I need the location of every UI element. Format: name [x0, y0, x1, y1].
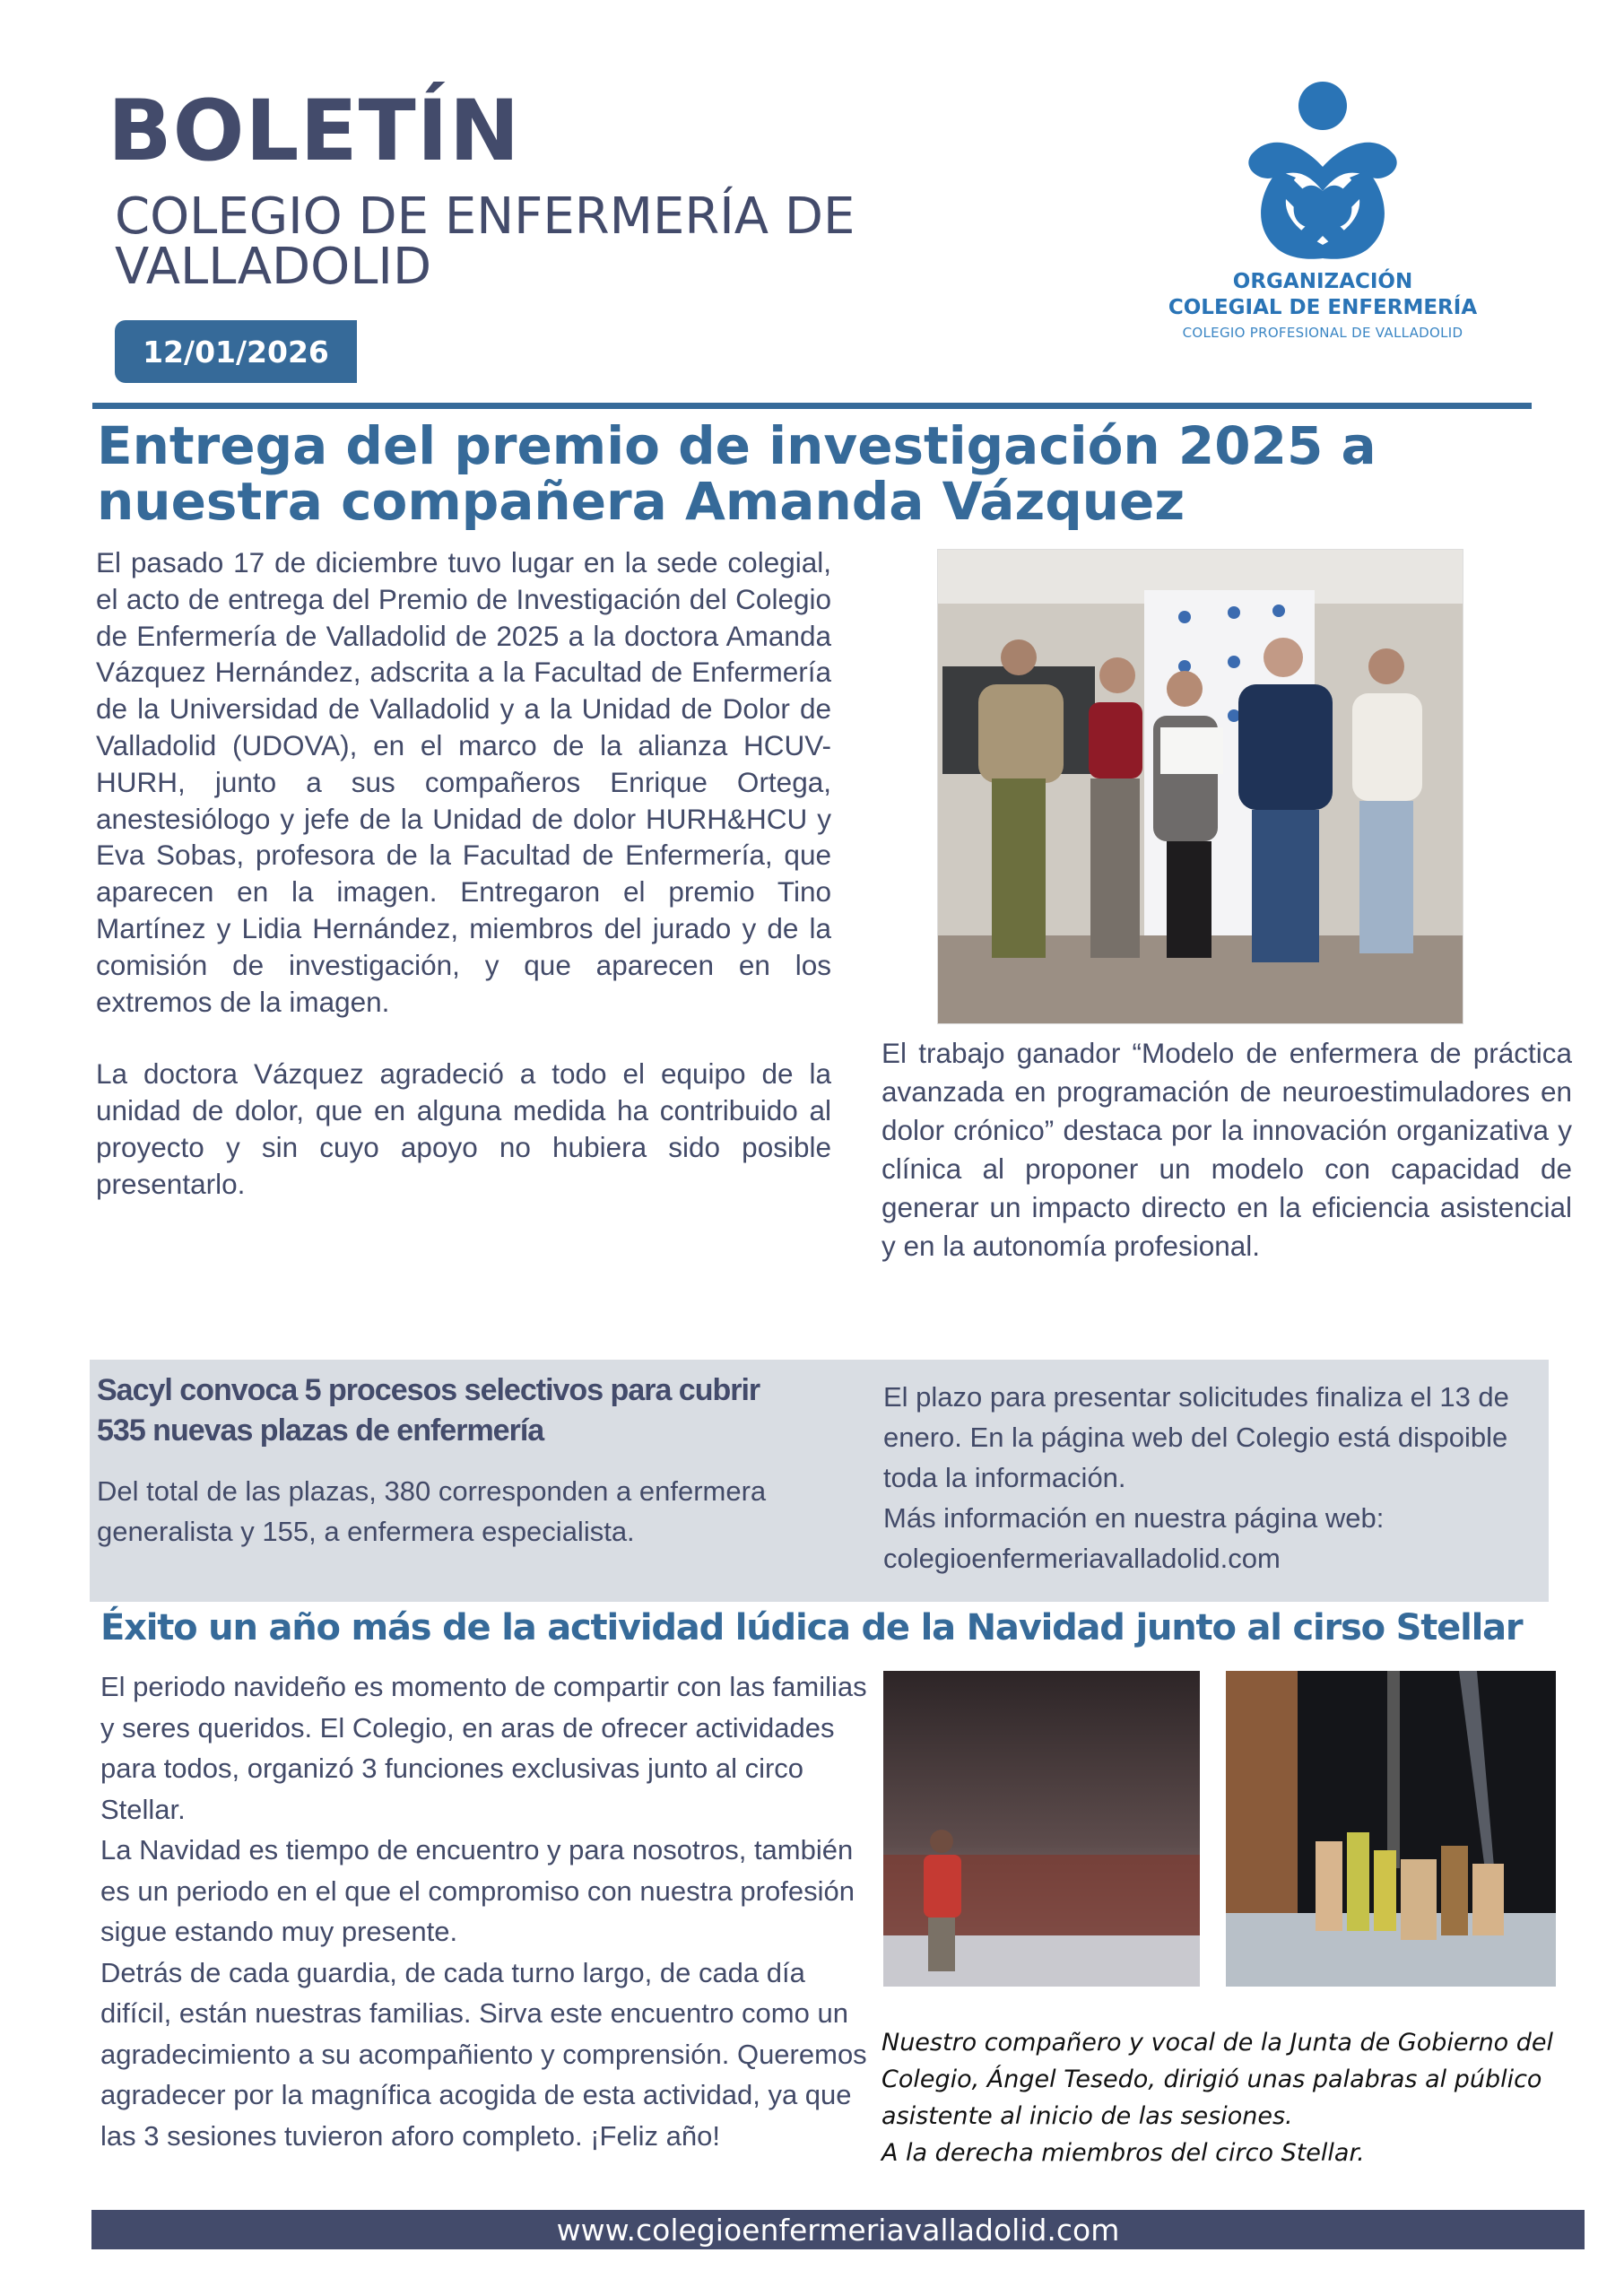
footer-website-link[interactable]: www.colegioenfermeriavalladolid.com: [556, 2212, 1120, 2248]
application-deadline-text: El plazo para presentar solicitudes finaliza el 13 de enero. En la página web del Colegio está dispoible toda la información.: [883, 1381, 1509, 1493]
logo-line-1: ORGANIZACIÓN: [1232, 270, 1413, 293]
article1-title: Entrega del premio de investigación 2025 a nuestra compañera Amanda Vázquez: [97, 415, 1376, 532]
article3-paragraph: Detrás de cada guardia, de cada turno largo, de cada día difícil, están nuestras familias. Sirva este encuentro como un agradecimiento a su acompañiento y comprensión. Queremos agradecer por la magnífica acogida de esta actividad, ya que las 3 sesiones tuvieron aforo completo. ¡Feliz año!: [100, 1956, 867, 2152]
logo-text: [1139, 269, 1507, 321]
award-ceremony-image: [938, 550, 1463, 1023]
circus-performers-image: [1226, 1671, 1556, 1987]
newsletter-subtitle: COLEGIO DE ENFERMERÍA DE VALLADOLID: [115, 187, 855, 296]
logo-line-3: COLEGIO PROFESIONAL DE VALLADOLID: [1182, 325, 1463, 341]
date-badge: 12/01/2026: [115, 320, 357, 383]
winning-work-description: El trabajo ganador “Modelo de enfermera de práctica avanzada en programación de neuroestimuladores en dolor crónico” destaca por la innovación organizativa y clínica al proponer un modelo con capacidad de generar un impacto directo en la eficiencia asistencial y en la autonomía profesional.: [881, 1037, 1572, 1262]
footer-bar: [91, 2210, 1585, 2249]
caption-line: A la derecha miembros del circo Stellar.: [881, 2139, 1365, 2167]
nursing-organization-logo-icon: [1143, 70, 1502, 267]
article1-paragraph: El pasado 17 de diciembre tuvo lugar en la sede colegial, el acto de entrega del Premio de Investigación del Colegio de Enfermería de Valladolid de 2025 a la doctora Amanda Vázquez Hernández, adscrita a la Facultad de Enfermería de la Universidad de Valladolid y a la Unidad de Dolor de Valladolid (UDOVA), en el marco de la alianza HCUV-HURH, junto a sus compañeros Enrique Ortega, anestesiólogo y jefe de la Unidad de dolor HURH&HCU y Eva Sobas, profesora de la Facultad de Enfermería, que aparecen en la imagen. Entregaron el premio Tino Martínez y Lidia Hernández, miembros del jurado y de la comisión de investigación, y que aparecen en los extremos de la imagen.: [96, 546, 831, 1018]
article1-paragraph: La doctora Vázquez agradeció a todo el equipo de la unidad de dolor, que en alguna medida ha contribuido al proyecto y sin cuyo apoyo no hubiera sido posible presentarlo.: [96, 1057, 831, 1200]
circus-speaker-image: [883, 1671, 1200, 1987]
circus-performers-photo: [1226, 1671, 1556, 1987]
award-ceremony-photo: [937, 549, 1463, 1024]
circus-speaker-photo: [883, 1671, 1200, 1987]
article3-paragraph: El periodo navideño es momento de compartir con las familias y seres queridos. El Colegio, en aras de ofrecer actividades para todos, organizó 3 funciones exclusivas junto al circo Stellar.: [100, 1671, 867, 1825]
article2-title: Sacyl convoca 5 procesos selectivos para cubrir 535 nuevas plazas de enfermería: [97, 1373, 760, 1448]
caption-line: Nuestro compañero y vocal de la Junta de Gobierno del Colegio, Ángel Tesedo, dirigió unas palabras al público asistente al inicio de las sesiones.: [881, 2029, 1554, 2130]
newsletter-title: BOLETÍN: [108, 83, 521, 180]
article3-paragraph: La Navidad es tiempo de encuentro y para nosotros, también es un periodo en el que el compromiso con nuestra profesión sigue estando muy presente.: [100, 1834, 855, 1947]
article2-details: [883, 1377, 1547, 1578]
photo-caption: [881, 2024, 1581, 2171]
article3-body: [100, 1666, 872, 2156]
more-info-text: Más información en nuestra página web:: [883, 1502, 1385, 1534]
article1-body: [96, 544, 831, 1239]
article3-title: Éxito un año más de la actividad lúdica de la Navidad junto al cirso Stellar: [100, 1607, 1523, 1648]
article2-body: Del total de las plazas, 380 corresponden a enfermera generalista y 155, a enfermera especialista.: [97, 1475, 767, 1547]
website-link[interactable]: colegioenfermeriavalladolid.com: [883, 1543, 1281, 1574]
header-divider: [92, 403, 1532, 409]
logo-line-2: COLEGIAL DE ENFERMERÍA: [1168, 295, 1478, 319]
